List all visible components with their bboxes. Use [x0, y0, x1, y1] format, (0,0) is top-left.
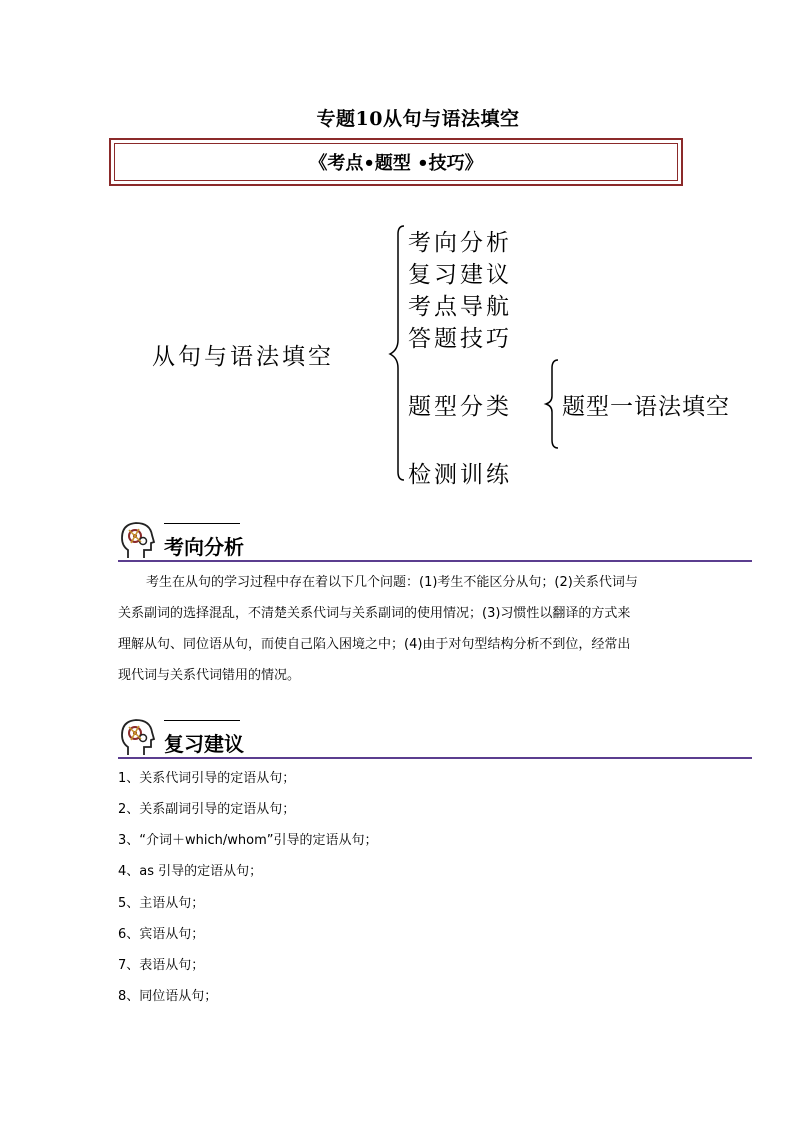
mindmap-brackets: [0, 0, 794, 520]
section-overline: [164, 720, 240, 721]
mindmap-branch-4: 答题技巧: [408, 326, 512, 352]
main-brace: [390, 226, 404, 480]
review-item-2: 2、关系副词引导的定语从句；: [118, 802, 296, 817]
sub-brace: [546, 360, 558, 448]
mindmap-sub-branch: 题型一语法填空: [562, 394, 730, 420]
section-rule: [118, 757, 752, 759]
section-title-review: 复习建议: [164, 732, 244, 756]
mindmap-branch-3: 考点导航: [408, 294, 512, 320]
mindmap-branch-1: 考向分析: [408, 230, 512, 256]
review-item-3: 3、“介词＋which/whom”引导的定语从句；: [118, 833, 378, 848]
page-title: 专题10从句与语法填空: [316, 108, 520, 130]
review-item-7: 7、表语从句；: [118, 958, 205, 973]
mindmap-branch-6: 检测训练: [408, 462, 512, 488]
analysis-line-2: 关系副词的选择混乱，不清楚关系代词与关系副词的使用情况；(3)习惯性以翻译的方式来: [118, 606, 631, 621]
review-item-8: 8、同位语从句；: [118, 989, 218, 1004]
banner-text: 《考点•题型 •技巧》: [114, 143, 678, 181]
review-item-5: 5、主语从句；: [118, 896, 205, 911]
section-header-review: [118, 717, 752, 759]
section-header-analysis: [118, 520, 752, 562]
section-overline: [164, 523, 240, 524]
head-gears-icon: [120, 717, 156, 757]
section-title-analysis: 考向分析: [164, 535, 244, 559]
analysis-line-4: 现代词与关系代词错用的情况。: [118, 668, 301, 683]
mindmap-branch-5: 题型分类: [408, 394, 512, 420]
head-gears-icon: [120, 520, 156, 560]
mindmap-branch-2: 复习建议: [408, 262, 512, 288]
review-item-4: 4、as 引导的定语从句；: [118, 864, 263, 879]
mindmap-root: 从句与语法填空: [152, 344, 334, 370]
review-item-1: 1、关系代词引导的定语从句；: [118, 771, 296, 786]
section-rule: [118, 560, 752, 562]
analysis-line-3: 理解从句、同位语从句，而使自己陷入困境之中；(4)由于对句型结构分析不到位，经常出: [118, 637, 631, 652]
analysis-line-1: 考生在从句的学习过程中存在着以下几个问题：(1)考生不能区分从句；(2)关系代词与: [146, 575, 638, 590]
review-item-6: 6、宾语从句；: [118, 927, 205, 942]
